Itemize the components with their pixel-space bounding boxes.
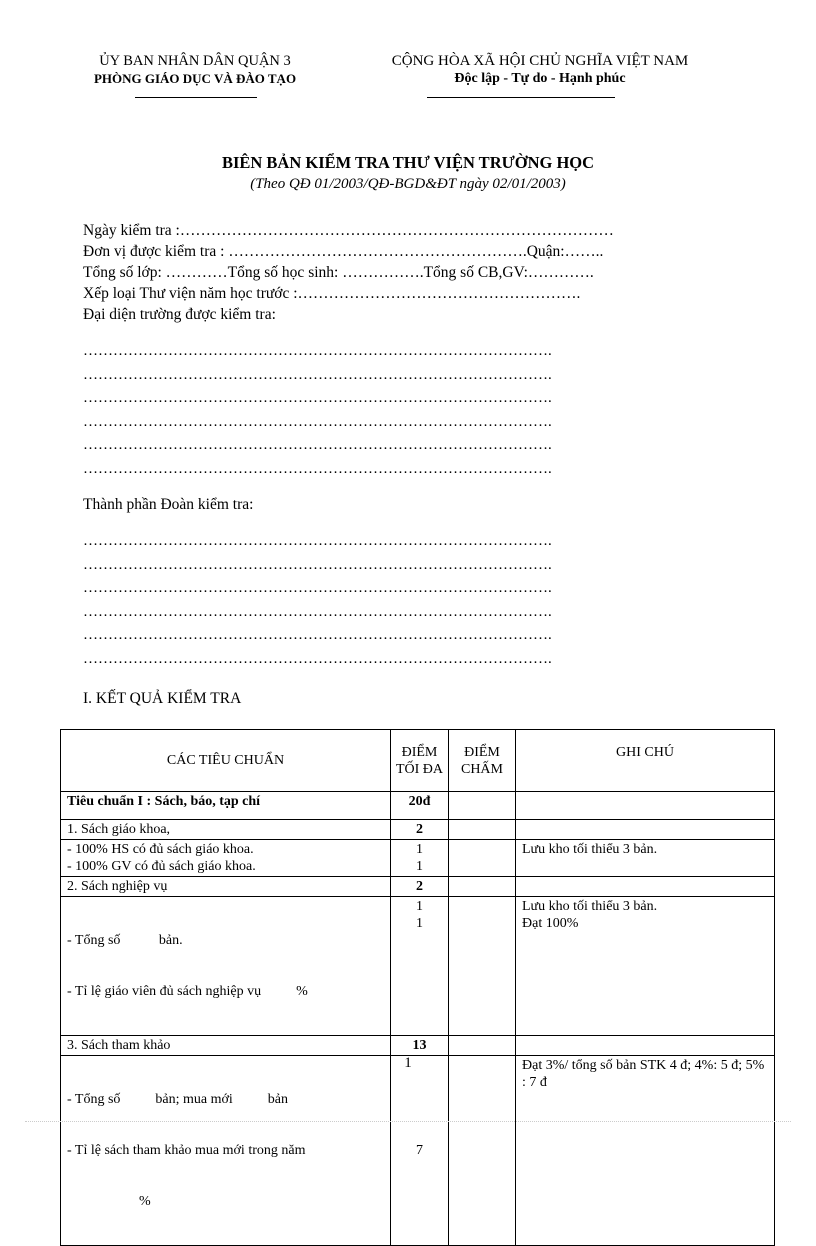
criterion-line: % — [139, 1194, 151, 1209]
max-points-cell: 20đ — [391, 792, 449, 820]
header-notes: GHI CHÚ — [516, 730, 775, 792]
note-line: Đạt 100% — [522, 916, 579, 931]
score-cell[interactable] — [449, 820, 516, 840]
field-ngay-kiem-tra[interactable]: Ngày kiểm tra :………………………………………………………………………… — [83, 222, 614, 239]
criterion-cell: 1. Sách giáo khoa, — [61, 820, 391, 840]
table-row — [61, 1036, 775, 1056]
note-cell: Lưu kho tối thiểu 3 bản. — [516, 840, 775, 877]
note-line: Lưu kho tối thiểu 3 bản. — [522, 899, 658, 914]
dotted-line[interactable]: …………………………………………………………………………………. — [83, 413, 552, 430]
max-points-cell: 7 — [391, 1056, 449, 1246]
table-row — [61, 877, 775, 897]
document-title: BIÊN BẢN KIỂM TRA THƯ VIỆN TRƯỜNG HỌC — [221, 153, 595, 172]
table-row — [61, 840, 775, 877]
note-cell — [516, 820, 775, 840]
header-criteria: CÁC TIÊU CHUẨN — [61, 730, 391, 792]
score-cell[interactable] — [449, 1036, 516, 1056]
inspection-team-label: Thành phần Đoàn kiểm tra: — [83, 496, 254, 513]
dotted-line[interactable]: …………………………………………………………………………………. — [83, 603, 552, 620]
dotted-line[interactable]: …………………………………………………………………………………. — [83, 580, 552, 596]
dotted-line[interactable]: …………………………………………………………………………………. — [83, 343, 552, 359]
dotted-line[interactable]: …………………………………………………………………………………. — [83, 437, 552, 453]
criterion-cell: Tiêu chuẩn I : Sách, báo, tạp chí — [61, 792, 391, 820]
national-motto: Độc lập - Tự do - Hạnh phúc — [454, 71, 626, 86]
max-points-cell — [391, 897, 449, 1036]
national-title: CỘNG HÒA XÃ HỘI CHỦ NGHĨA VIỆT NAM — [391, 53, 689, 69]
max-points-cell: 2 — [391, 877, 449, 897]
note-cell — [516, 792, 775, 820]
field-dai-dien-label: Đại diện trường được kiểm tra: — [83, 306, 276, 323]
table-header-row — [61, 730, 775, 792]
agency-underline — [135, 97, 257, 98]
dotted-line[interactable]: …………………………………………………………………………………. — [83, 627, 552, 643]
inspection-team-lines[interactable] — [83, 530, 552, 671]
points-line: 1 — [416, 859, 423, 874]
table-row — [61, 897, 775, 1036]
criterion-line: - Tỉ lệ giáo viên đủ sách nghiệp vụ % — [67, 984, 308, 999]
criterion-cell — [61, 1056, 391, 1246]
document-subtitle: (Theo QĐ 01/2003/QĐ-BGD&ĐT ngày 02/01/2003) — [250, 176, 566, 192]
criterion-cell: 3. Sách tham khảo — [61, 1036, 391, 1056]
score-cell[interactable] — [449, 792, 516, 820]
table-row — [61, 820, 775, 840]
criterion-line: - 100% HS có đủ sách giáo khoa. — [67, 842, 254, 857]
points-line: 1 — [416, 916, 423, 931]
info-fields — [83, 220, 703, 325]
note-cell — [516, 1036, 775, 1056]
max-points-cell: 2 — [391, 820, 449, 840]
dotted-line[interactable]: …………………………………………………………………………………. — [83, 533, 552, 549]
note-cell — [516, 897, 775, 1036]
motto-underline — [427, 97, 615, 98]
dotted-line[interactable]: …………………………………………………………………………………. — [83, 556, 552, 573]
max-points-cell: 13 — [391, 1036, 449, 1056]
criterion-line: - 100% GV có đủ sách giáo khoa. — [67, 859, 256, 874]
page-number: 1 — [404, 1055, 412, 1071]
max-points-cell — [391, 840, 449, 877]
page-edge — [25, 1121, 791, 1122]
field-xep-loai[interactable]: Xếp loại Thư viện năm học trước :………………………………………………. — [83, 285, 581, 302]
criterion-line: - Tổng số bản; mua mới bản — [67, 1092, 289, 1107]
score-cell[interactable] — [449, 877, 516, 897]
dotted-line[interactable]: …………………………………………………………………………………. — [83, 390, 552, 406]
section-heading: I. KẾT QUẢ KIỂM TRA — [83, 690, 242, 707]
note-cell — [516, 877, 775, 897]
note-cell: Đạt 3%/ tổng số bản STK 4 đ; 4%: 5 đ; 5% : 7 đ — [516, 1056, 775, 1246]
header-max-points: ĐIỂM TỐI ĐA — [391, 730, 449, 792]
representative-lines[interactable] — [83, 340, 552, 481]
points-line: 1 — [416, 899, 423, 914]
department-name: PHÒNG GIÁO DỤC VÀ ĐÀO TẠO — [93, 71, 297, 86]
criterion-cell — [61, 897, 391, 1036]
table-row — [61, 1056, 775, 1246]
dotted-line[interactable]: …………………………………………………………………………………. — [83, 460, 552, 477]
dotted-line[interactable]: …………………………………………………………………………………. — [83, 650, 552, 667]
points-line: 1 — [416, 842, 423, 857]
table-row — [61, 792, 775, 820]
score-cell[interactable] — [449, 840, 516, 877]
criterion-line: - Tỉ lệ sách tham khảo mua mới trong năm — [67, 1143, 306, 1158]
national-header — [350, 52, 730, 88]
criterion-cell — [61, 840, 391, 877]
criterion-line: - Tổng số bản. — [67, 933, 183, 948]
dotted-line[interactable]: …………………………………………………………………………………. — [83, 366, 552, 383]
field-tong-so[interactable]: Tổng số lớp: …………Tổng số học sinh: …………….Tổng số CB,GV:…………. — [83, 264, 594, 281]
score-cell[interactable] — [449, 897, 516, 1036]
agency-name: ỦY BAN NHÂN DÂN QUẬN 3 — [99, 53, 291, 69]
score-cell[interactable] — [449, 1056, 516, 1246]
criterion-cell: 2. Sách nghiệp vụ — [61, 877, 391, 897]
criteria-table — [60, 729, 775, 1246]
agency-header — [60, 52, 330, 88]
header-scored: ĐIỂM CHẤM — [449, 730, 516, 792]
field-don-vi[interactable]: Đơn vị được kiểm tra : ………………………………………………….Quận:…….. — [83, 243, 604, 260]
